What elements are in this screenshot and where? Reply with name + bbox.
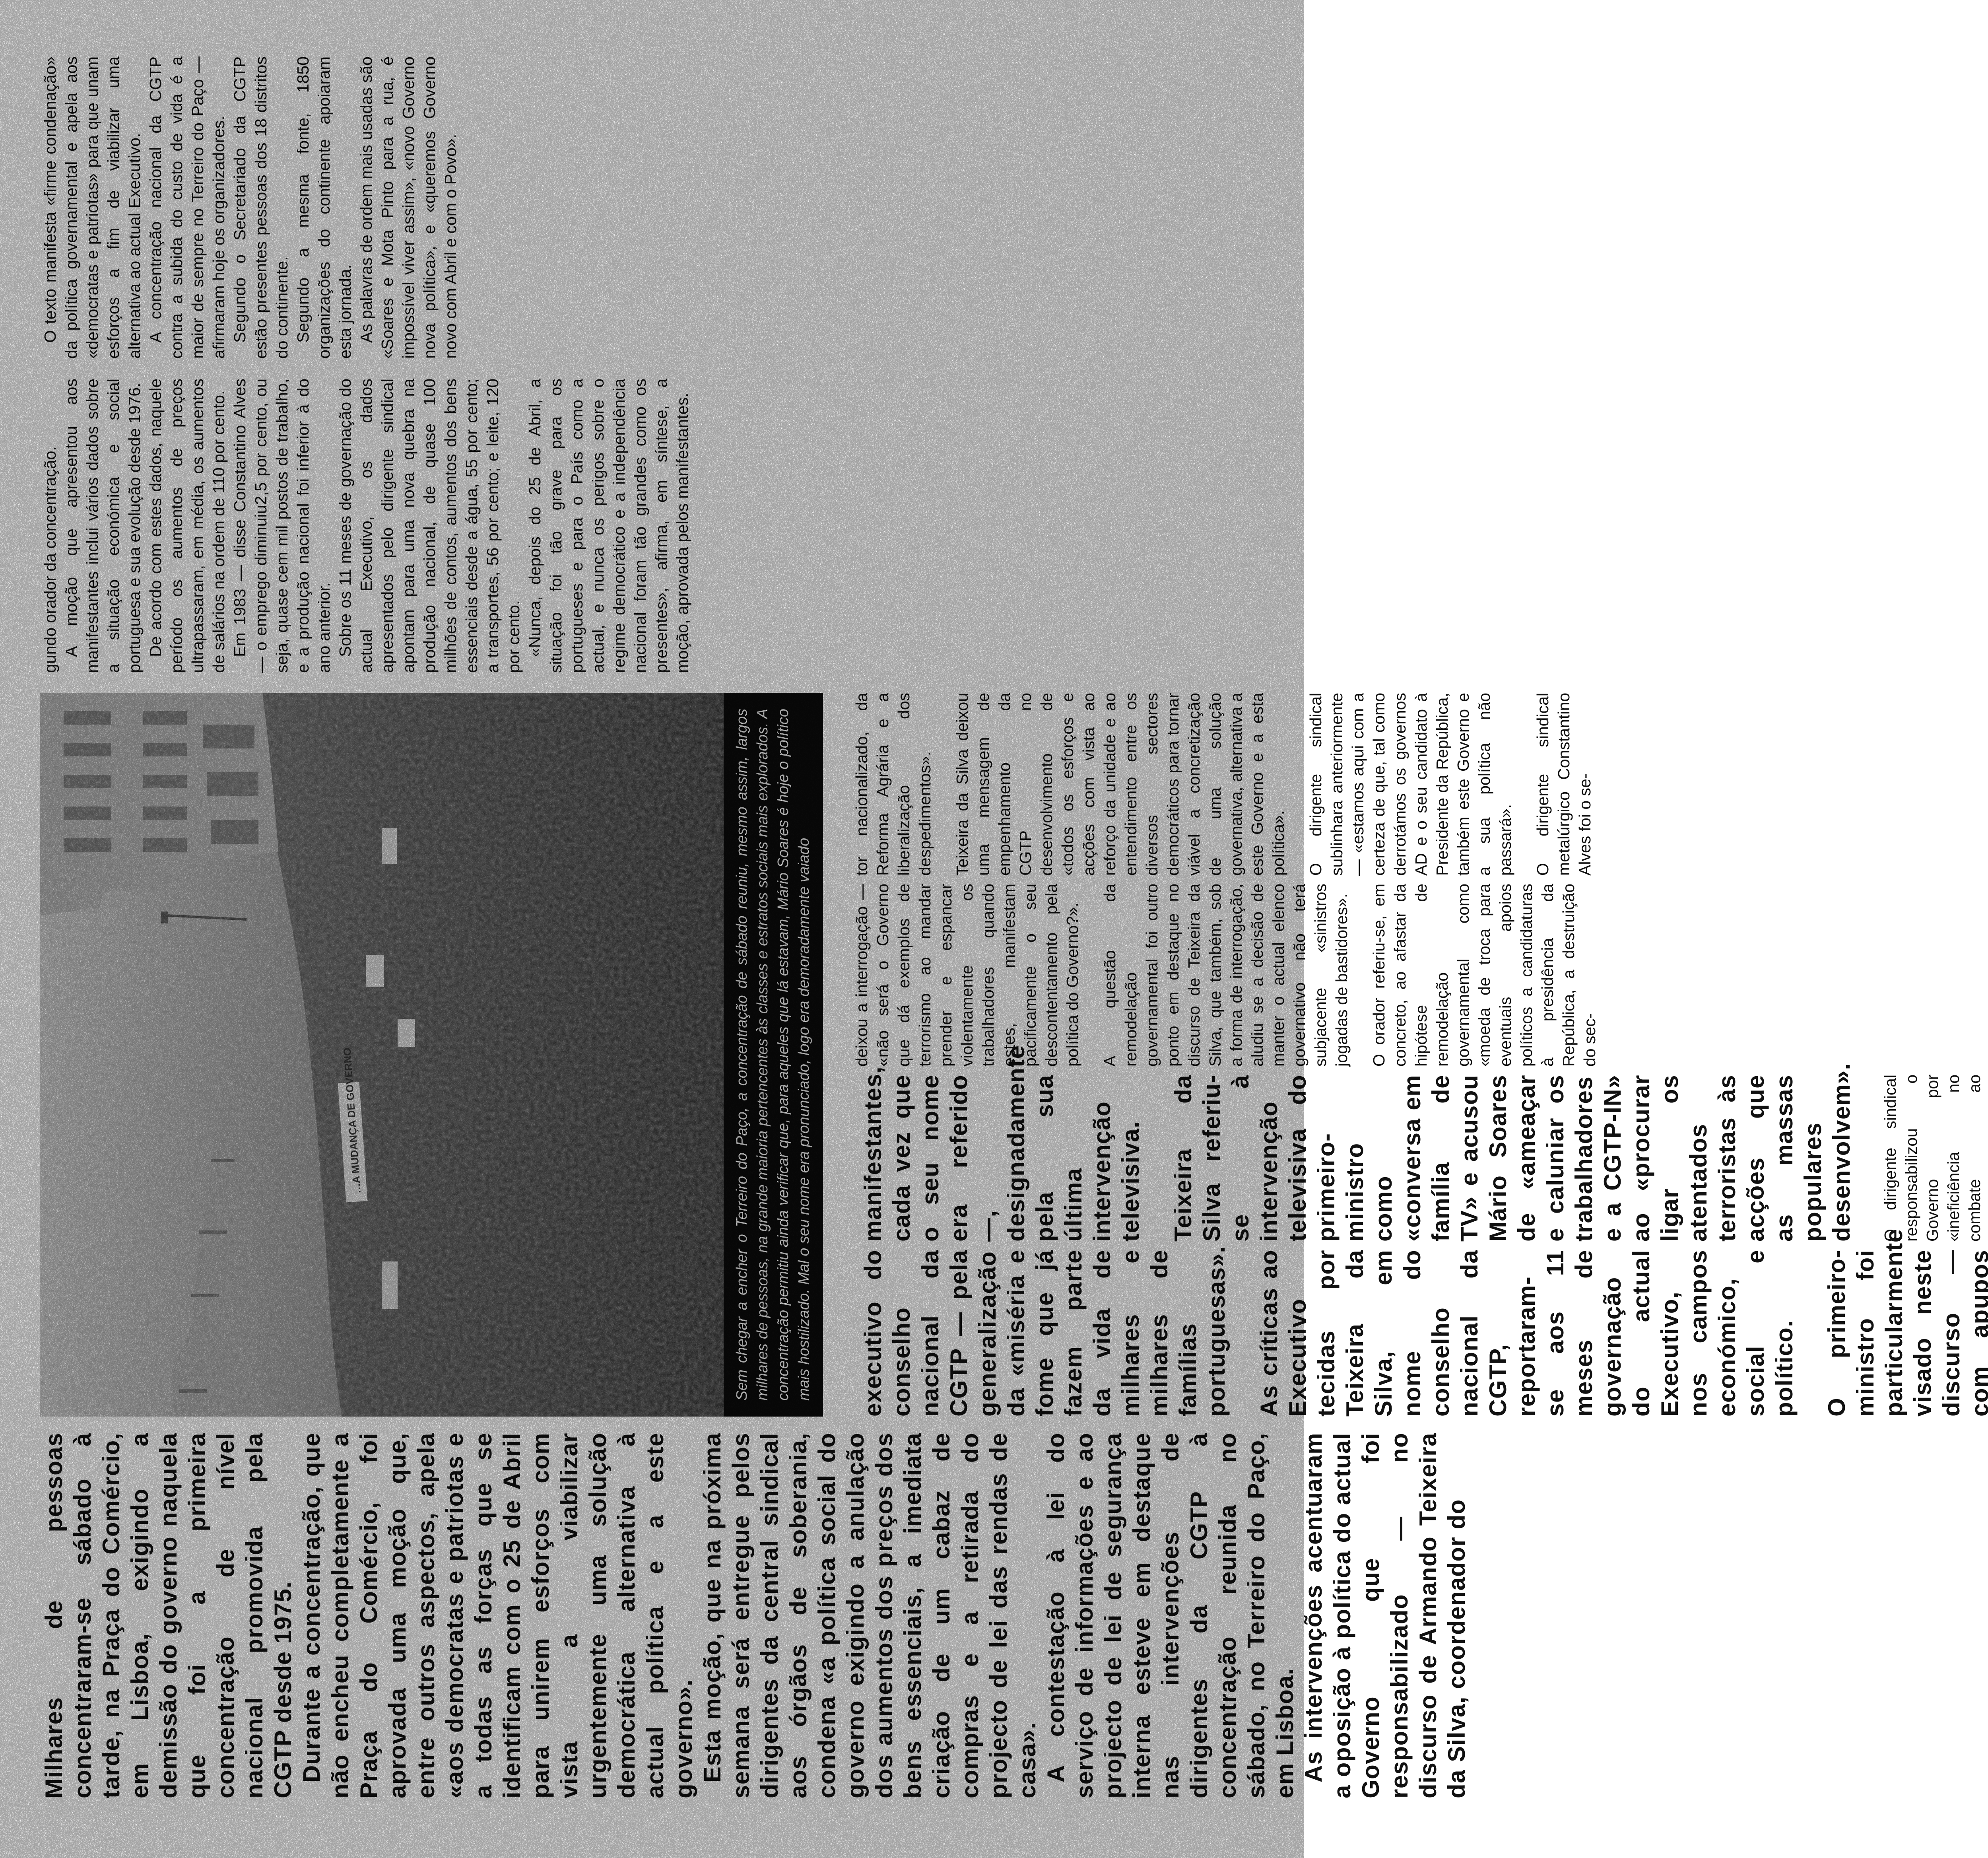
article-paragraph: Esta moção, que na próxima semana será entregue pelos dirigentes da central sindical aos órgãos de soberania, condena «a política social do governo exigindo a anulação dos aumentos dos preços dos bens essenciais, a imediata criação de um cabaz de compras e a retirada do projecto de lei das rendas de casa». (698, 1432, 1042, 1798)
article-paragraph: O orador referiu-se, em concreto, ao afastar da hipótese de remodelação governamental como «moeda de troca para eventuais apoios políticos a candidaturas à presidência da República, a destruição do sec- (1369, 884, 1600, 1067)
article-paragraph: O dirigente sindical metalúrgico Constantino Alves foi o se- (1532, 693, 1596, 876)
article-paragraph: A moção que apresentou aos manifestantes inclui vários dados sobre a situação económica e social portuguesa e sua evolução desde 1976. (61, 379, 145, 673)
lead-paragraph: Milhares de pessoas concentraram-se sábado à tarde, na Praça do Comércio, em Lisboa, exigindo a demissão do governo naquela que foi a primeira concentração de nível nacional promovida pela CGTP desde 1975. (40, 1432, 297, 1798)
article-paragraph: «Nunca, depois do 25 de Abril, a situação foi tão grave para os portugueses e para o País como a actual, e nunca os perigos sobre o regime democrático e a independência nacional foram tão grandes como os presentes», afirma, em síntese, a moção, aprovada pelos manifestantes. (524, 379, 693, 673)
article-paragraph: As palavras de ordem mais usadas são «Soares e Mota Pinto para a rua, é impossível viver assim», «novo Governo nova política», e «queremos Governo novo com Abril e com o Povo». (356, 56, 461, 359)
article-paragraph: manifestantes, cada vez que o seu nome era referido —, designadamente pela sua última intervenção televisiva. (859, 1075, 1145, 1242)
article-paragraph: As críticas ao Executivo tecidas por Teixeira da Silva, em nome do conselho nacional da CGTP, reportaram-se aos 11 meses de governação do actual Executivo, nos campos económico, social e político. (1255, 1250, 1799, 1417)
article-paragraph: Sobre os 11 meses de governação do actual Executivo, os dados apresentados pelo dirigente sindical apontam para uma nova quebra na produção nacional, de quase 100 milhões de contos, aumentos dos bens essenciais desde a água, 55 por cento; a transportes, 56 por cento; e leite, 120 por cento. (335, 379, 524, 673)
article-paragraph: Teixeira da Silva deixou uma mensagem de empenhamento da CGTP no desenvolvimento de «todos os esforços e acções com vista ao reforço da unidade e ao entendimento entre os diversos sectores democráticos para tornar viável a concretização de uma solução governativa, alternativa a este Governo e a esta política». (952, 693, 1289, 876)
article-paragraph: Segundo a mesma fonte, 1850 organizações do continente apoiaram esta jornada. (293, 56, 356, 359)
article-paragraph: O dirigente sindical responsabilizou o Governo por «ineficiência no combate ao terrorismo» (1880, 1075, 1988, 1242)
article-paragraph: Durante a concentração, que não encheu completamente a Praça do Comércio, foi aprovada uma moção que, entre outros aspectos, apela «aos democratas e patriotas e a todas as forças que se identificam com o 25 de Abril para unirem esforços com vista a viabilizar urgentemente uma solução democrática alternativa à actual política e a este governo». (297, 1432, 698, 1798)
article-paragraph: deixou a interrogação — «não será o Governo que dá exemplos de terrorismo ao mandar prender e espancar violentamente os trabalhadores quando estes, manifestam pacificamente o seu descontentamento pela política do Governo?». (851, 884, 1083, 1067)
article-paragraph: Em 1983 — disse Constantino Alves — o emprego diminuiu2,5 por cento, ou seja, quase cem mil postos de trabalho, e a produção nacional foi inferior à do ano anterior. (229, 379, 335, 673)
article-paragraph: A questão da remodelação governamental foi outro ponto em destaque no discurso de Teixeira da Silva, que também, sob a forma de interrogação, aludiu se a decisão de manter o actual elenco governativo não terá subjacente «sinistros jogadas de bastidores». (1099, 884, 1352, 1067)
article-paragraph: O texto manifesta «firme condenação» da política governamental e apela aos «democratas e patriotas» para que unam esforços a fim de viabilizar uma alternativa ao actual Executivo. (40, 56, 145, 359)
article-paragraph: Teixeira da Silva referiu-se à intervenção televisiva do primeiro-ministro como «conversa em família de TV» e acusou Mário Soares de «ameaçar e caluniar os trabalhadores e a CGTP-IN» ao «procurar ligar os atentados terroristas às acções que as massas populares desenvolvem». (1169, 1075, 1856, 1242)
article-paragraph: As intervenções acentuaram a oposição à política do actual Governo que foi responsabilizado — no discurso de Armando Teixeira da Silva, coordenador do (1299, 1432, 1471, 1798)
article-paragraph: De acordo com estes dados, naquele período os aumentos de preços ultrapassaram, em média, os aumentos de salários na ordem de 110 por cento. (145, 379, 229, 673)
article-paragraph: A contestação à lei do serviço de informações e ao projecto de lei de segurança interna esteve em destaque nas intervenções de dirigentes da CGTP à concentração reunida no sábado, no Terreiro do Paço, em Lisboa. (1042, 1432, 1299, 1798)
photo-caption: Sem chegar a encher o Terreiro do Paço, a concentração de sábado reuniu, mesmo assim, largos milhares de pessoas, na grande maioria pertencentes às classes e estratos sociais mais explorados. A concentração permitiu ainda verificar que, para aqueles que lá estavam, Mário Soares é hoje o político mais hostilizado. Mal o seu nome era pronunciado, logo era demoradamente vaiado (724, 693, 823, 1417)
article-paragraph: A concentração nacional da CGTP contra a subida do custo de vida é a maior de sempre no Terreiro do Paço — afirmaram hoje os organizadores. (145, 56, 229, 359)
article-paragraph: O dirigente sindical sublinhara anteriormente — «estamos aqui com a certeza de que, tal como derrotámos os governos AD e o seu candidato à Presidente da República, também este Governo e a sua política não passará». (1305, 693, 1516, 876)
article-paragraph: O primeiro-ministro foi particularmente visado neste discurso — com apupos (1823, 1250, 1988, 1417)
article-paragraph: Segundo o Secretariado da CGTP estão presentes pessoas dos 18 distritos do continente. (229, 56, 293, 359)
article-paragraph: tor nacionalizado, da Reforma Agrária e a liberalização dos despedimentos». (851, 693, 936, 876)
article-paragraph: executivo do conselho nacional da CGTP — pela generalização da «miséria e fome que já fazem parte da vida de milhares e milhares de famílias portuguesas». (859, 1250, 1231, 1417)
article-paragraph: gundo orador da concentração. (40, 379, 61, 673)
